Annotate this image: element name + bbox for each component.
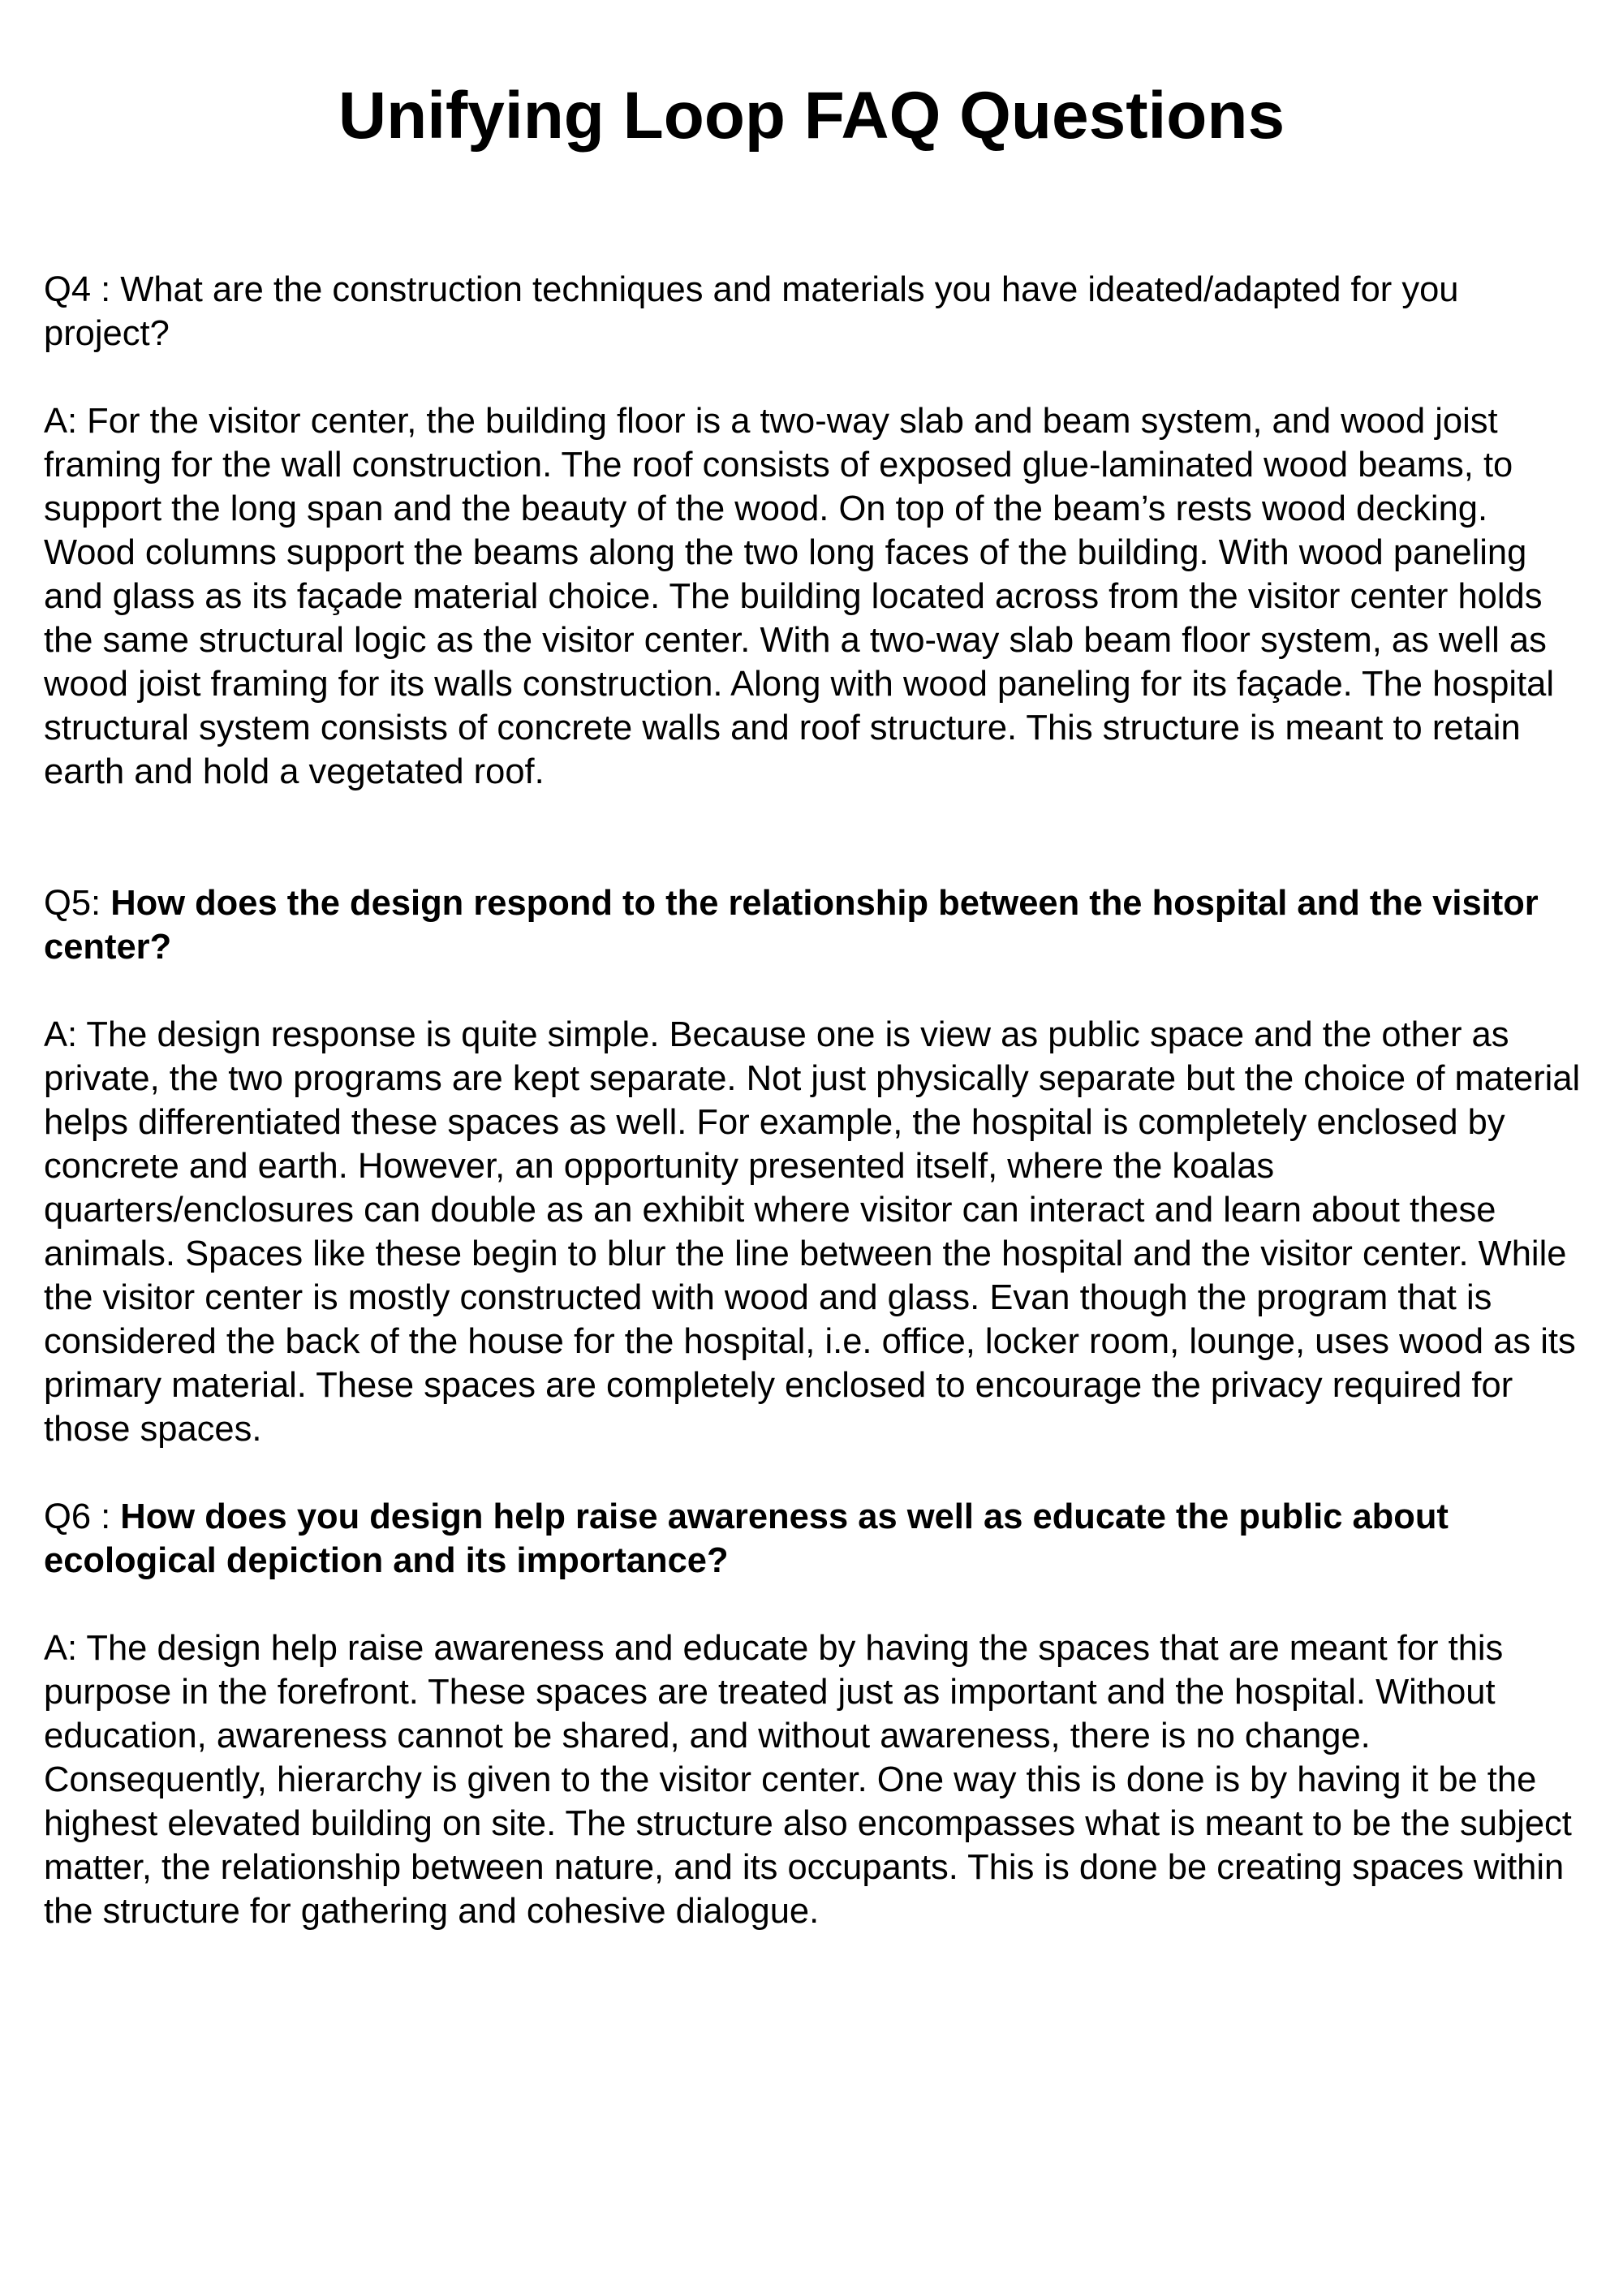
faq-answer: A: For the visitor center, the building floor is a two-way slab and beam system, and wood joist framing for the wall construction. The roof consists of exposed glue-laminated wood beams, to support the long span and the beauty of the wood. On top of the beam’s rests wood decking. Wood columns support the beams along the two long faces of the building. With wood paneling and glass as its façade material choice. The building located across from the visitor center holds the same structural logic as the visitor center. With a two-way slab beam floor system, as well as wood joist framing for its walls construction. Along with wood paneling for its façade. The hospital structural system consists of concrete walls and roof structure. This structure is meant to retain earth and hold a vegetated roof.: [44, 402, 1555, 791]
question-label: Q5:: [44, 884, 111, 923]
faq-answer: A: The design response is quite simple. Because one is view as public space and the other as private, the two programs are kept separate. Not just physically separate but the choice of material helps differentiated these spaces as well. For example, the hospital is completely enclosed by concrete and earth. However, an opportunity presented itself, where the koalas quarters/enclosures can double as an exhibit where visitor can interact and learn about these animals. Spaces like these begin to blur the line between the hospital and the visitor center. While the visitor center is mostly constructed with wood and glass. Evan though the program that is considered the back of the house for the hospital, i.e. office, locker room, lounge, uses wood as its primary material. These spaces are completely enclosed to encourage the privacy required for those spaces.: [44, 1015, 1581, 1449]
faq-item-q4: [44, 268, 1586, 794]
question-text: How does you design help raise awareness as well as educate the public about ecological depiction and its importance?: [44, 1497, 1449, 1580]
faq-item-q5: [44, 881, 1586, 1451]
faq-item-q6: [44, 1495, 1586, 1933]
faq-question: [44, 1495, 1586, 1583]
faq-question: [44, 881, 1586, 969]
faq-answer: A: The design help raise awareness and educate by having the spaces that are meant for this purpose in the forefront. These spaces are treated just as important and the hospital. Without education, awareness cannot be shared, and without awareness, there is no change. Consequently, hierarchy is given to the visitor center. One way this is done is by having it be the highest elevated building on site. The structure also encompasses what is meant to be the subject matter, the relationship between nature, and its occupants. This is done be creating spaces within the structure for gathering and cohesive dialogue.: [44, 1629, 1572, 1931]
question-label: Q6 :: [44, 1497, 121, 1536]
faq-list: [44, 268, 1586, 1933]
question-text: How does the design respond to the relationship between the hospital and the visitor center?: [44, 884, 1539, 967]
page-title: Unifying Loop FAQ Questions: [338, 79, 1285, 153]
question-text: What are the construction techniques and materials you have ideated/adapted for you project?: [44, 270, 1459, 353]
faq-question: [44, 268, 1586, 355]
question-label: Q4 :: [44, 270, 121, 309]
